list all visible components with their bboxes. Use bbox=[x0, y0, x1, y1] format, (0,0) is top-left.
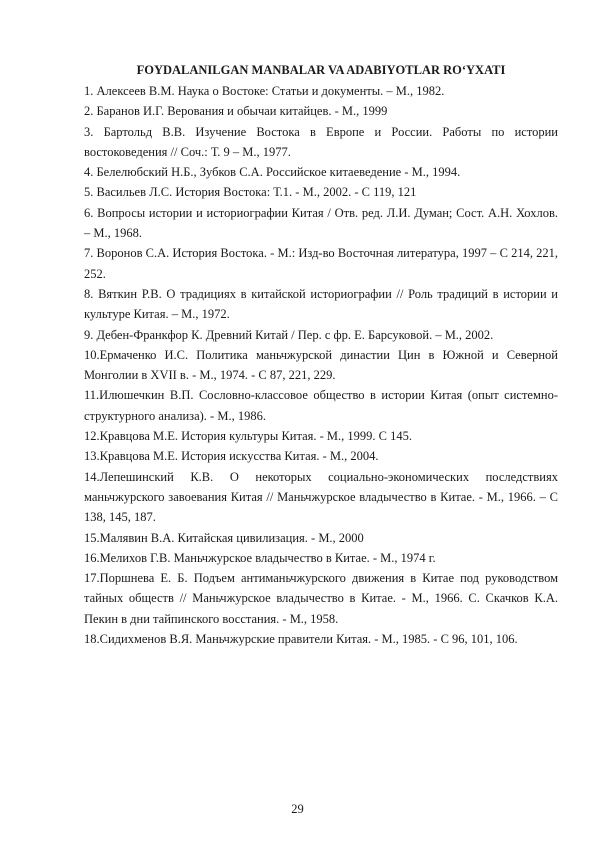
reference-text: Малявин В.А. Китайская цивилизация. - М., 2000 bbox=[99, 530, 364, 545]
reference-list bbox=[84, 81, 558, 649]
reference-item bbox=[84, 284, 558, 325]
reference-item bbox=[84, 325, 558, 345]
page-body bbox=[84, 62, 558, 649]
reference-number: 15. bbox=[84, 530, 100, 545]
reference-item bbox=[84, 243, 558, 284]
reference-text: Кравцова М.Е. История искусства Китая. - М., 2004. bbox=[99, 449, 379, 464]
reference-number: 6. bbox=[84, 205, 98, 220]
reference-text: Ермаченко И.С. Политика маньчжурской династии Цин в Южной и Северной Монголии в XVII в. - М., 1974. - С 87, 221, 229. bbox=[84, 347, 558, 383]
reference-text: Кравцова М.Е. История культуры Китая. - М., 1999. С 145. bbox=[99, 429, 413, 444]
reference-number: 5. bbox=[84, 185, 97, 200]
reference-text: Алексеев В.М. Наука о Востоке: Статьи и документы. – М., 1982. bbox=[96, 84, 445, 98]
reference-text: Воронов С.А. История Востока. - М.: Изд-во Восточная литература, 1997 – С 214, 221, 252. bbox=[84, 246, 558, 281]
reference-item bbox=[84, 81, 558, 101]
page-number: 29 bbox=[291, 802, 304, 816]
reference-text: Поршнева Е. Б. Подъем антиманьчжурского движения в Китае под руководством тайных обществ // Маньчжурское владычество в Китае. - М., 1966. С. Скачков К.А. Пекин в дни тайпинского восстания. - М., 1958. bbox=[84, 571, 558, 626]
reference-number: 16. bbox=[84, 550, 100, 565]
reference-item bbox=[84, 446, 558, 466]
reference-number: 1. bbox=[84, 84, 97, 98]
reference-number: 18. bbox=[84, 632, 100, 647]
reference-item bbox=[84, 467, 558, 528]
reference-text: Бартольд В.В. Изучение Востока в Европе и России. Работы по истории востоковедения // Соч.: Т. 9 – М., 1977. bbox=[84, 124, 558, 159]
reference-item bbox=[84, 345, 558, 386]
reference-number: 13. bbox=[84, 449, 100, 464]
reference-text: Лепешинский К.В. О некоторых социально-экономических последствиях маньчжурского завоевания Китая // Маньчжурское владычество в Китае. - М., 1966. – С 138, 145, 187. bbox=[84, 469, 558, 525]
reference-number: 12. bbox=[84, 429, 100, 444]
reference-number: 11. bbox=[84, 388, 100, 403]
reference-number: 7. bbox=[84, 246, 97, 261]
reference-text: Дебен-Франкфор К. Древний Китай / Пер. с фр. Е. Барсуковой. – М., 2002. bbox=[96, 327, 494, 342]
reference-number: 2. bbox=[84, 104, 97, 119]
reference-item bbox=[84, 162, 558, 182]
reference-item bbox=[84, 528, 558, 548]
reference-number: 17. bbox=[84, 571, 100, 586]
reference-item bbox=[84, 629, 558, 649]
page-title: FOYDALANILGAN MANBALAR VA ADABIYOTLAR RO‘YXATI bbox=[136, 63, 506, 77]
reference-text: Васильев Л.С. История Востока: Т.1. - М., 2002. - С 119, 121 bbox=[96, 185, 417, 200]
reference-item bbox=[84, 203, 558, 244]
reference-text: Илюшечкин В.П. Сословно-классовое общество в истории Китая (опыт системно-структурного анализа). - М., 1986. bbox=[84, 388, 558, 423]
reference-item bbox=[84, 548, 558, 568]
reference-item bbox=[84, 182, 558, 202]
reference-text: Вяткин Р.В. О традициях в китайской историографии // Роль традиций в истории и культуре Китая. – М., 1972. bbox=[84, 286, 558, 322]
reference-text: Баранов И.Г. Верования и обычаи китайцев. - М., 1999 bbox=[96, 104, 388, 119]
reference-number: 8. bbox=[84, 286, 99, 301]
reference-number: 4. bbox=[84, 165, 97, 180]
reference-number: 9. bbox=[84, 327, 97, 342]
reference-number: 3. bbox=[84, 124, 104, 139]
reference-text: Белелюбский Н.Б., Зубков С.А. Российское китаеведение - М., 1994. bbox=[96, 165, 461, 180]
reference-item bbox=[84, 385, 558, 426]
reference-number: 14. bbox=[84, 469, 100, 484]
reference-item bbox=[84, 426, 558, 446]
reference-number: 10. bbox=[84, 347, 100, 362]
reference-item bbox=[84, 568, 558, 629]
reference-item bbox=[84, 101, 558, 121]
reference-text: Сидихменов В.Я. Маньчжурские правители Китая. - М., 1985. - С 96, 101, 106. bbox=[99, 632, 518, 647]
reference-text: Вопросы истории и историографии Китая / Отв. ред. Л.И. Думан; Сост. А.Н. Хохлов. – М., 1968. bbox=[84, 205, 559, 241]
reference-item bbox=[84, 122, 558, 163]
reference-text: Мелихов Г.В. Маньчжурское владычество в Китае. - М., 1974 г. bbox=[99, 550, 436, 565]
